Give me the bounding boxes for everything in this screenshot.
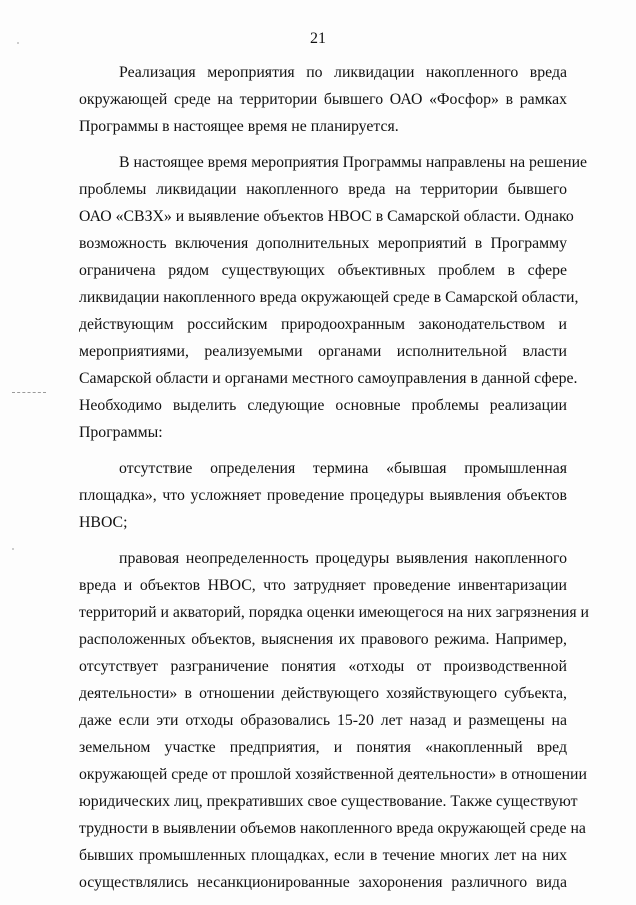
- text-line: Программы:: [79, 424, 163, 441]
- page-number: 21: [310, 30, 326, 47]
- paragraph-program-problems: [79, 149, 588, 446]
- text-line: юридических лиц, прекративших свое существование. Также существуют: [79, 793, 578, 810]
- text-line: Самарской области и органами местного самоуправления в данной сфере.: [79, 370, 578, 387]
- text-line: земельном участке предприятия, и понятия «накопленный вред: [79, 739, 567, 756]
- text-line: окружающей среде на территории бывшего ОАО «Фосфор» в рамках: [79, 91, 567, 108]
- text-line: ОАО «СВЗХ» и выявление объектов НВОС в Самарской области. Однако: [79, 208, 574, 225]
- text-line: вреда и объектов НВОС, что затрудняет проведение инвентаризации: [79, 577, 567, 594]
- text-line: отсутствует разграничение понятия «отходы от производственной: [79, 658, 567, 675]
- scan-margin-mark: [12, 392, 46, 394]
- text-line: ограничена рядом существующих объективных проблем в сфере: [79, 262, 567, 279]
- text-line: действующим российским природоохранным законодательством и: [79, 316, 567, 333]
- text-line: Программы в настоящее время не планируется.: [79, 118, 399, 135]
- text-line: правовая неопределенность процедуры выявления накопленного: [119, 550, 567, 567]
- text-line: площадка», что усложняет проведение процедуры выявления объектов: [79, 487, 567, 504]
- text-line: отсутствие определения термина «бывшая промышленная: [119, 460, 567, 477]
- text-line: осуществлялись несанкционированные захоронения различного вида: [79, 874, 567, 891]
- text-line: НВОС;: [79, 514, 128, 531]
- text-line: территорий и акваторий, порядка оценки имеющегося на них загрязнения и: [79, 604, 589, 621]
- paragraph-legal-uncertainty: [79, 545, 589, 896]
- scan-speck: [12, 548, 14, 550]
- text-line: трудности в выявлении объемов накопленного вреда окружающей среде на: [79, 820, 586, 837]
- text-line: окружающей среде от прошлой хозяйственной деятельности» в отношении: [79, 766, 587, 783]
- text-line: мероприятиями, реализуемыми органами исполнительной власти: [79, 343, 567, 360]
- paragraph-term-definition: [79, 455, 567, 536]
- paragraph-fosfor: [79, 59, 567, 140]
- text-line: деятельности» в отношении действующего хозяйствующего субъекта,: [79, 685, 567, 702]
- scan-speck: [17, 42, 19, 44]
- text-line: Реализация мероприятия по ликвидации накопленного вреда: [119, 64, 567, 81]
- text-line: возможность включения дополнительных мероприятий в Программу: [79, 235, 567, 252]
- text-line: ликвидации накопленного вреда окружающей среде в Самарской области,: [79, 289, 579, 306]
- document-body: [79, 59, 589, 896]
- text-line: В настоящее время мероприятия Программы направлены на решение: [119, 154, 588, 171]
- text-line: даже если эти отходы образовались 15-20 лет назад и размещены на: [79, 712, 567, 729]
- text-line: бывших промышленных площадках, если в течение многих лет на них: [79, 847, 567, 864]
- text-line: проблемы ликвидации накопленного вреда на территории бывшего: [79, 181, 567, 198]
- text-line: Необходимо выделить следующие основные проблемы реализации: [79, 397, 567, 414]
- text-line: расположенных объектов, выяснения их правового режима. Например,: [79, 631, 567, 648]
